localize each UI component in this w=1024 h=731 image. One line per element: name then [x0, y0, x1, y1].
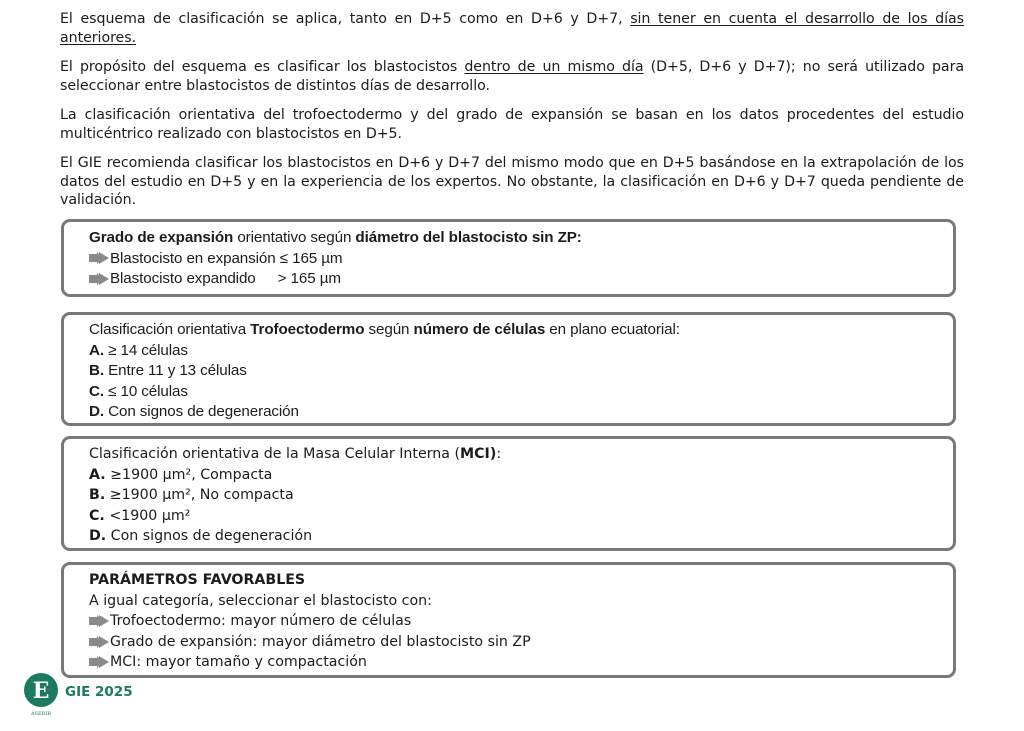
grade-text: Con signos de degeneración	[106, 528, 313, 544]
title-normal: orientativo según	[233, 229, 356, 246]
grade-letter: B.	[89, 487, 106, 503]
title-normal: Clasificación orientativa de la Masa Celular Interna (	[89, 446, 461, 462]
footer-label: GIE 2025	[65, 684, 133, 700]
asebir-logo	[23, 673, 59, 717]
title-bold: número de células	[413, 321, 546, 338]
icm-grade-item	[89, 506, 953, 527]
underlined-segment: sin tener en cuenta el desarrollo de los días anteriores.	[60, 11, 964, 46]
icm-grade-item	[89, 526, 953, 547]
favorable-box-intro: A igual categoría, seleccionar el blastocisto con:	[89, 592, 432, 609]
grade-text: ≥1900 µm², No compacta	[105, 487, 294, 503]
expansion-grade-box	[61, 219, 956, 297]
favorable-box-title	[89, 570, 953, 591]
grade-text: Entre 11 y 13 células	[104, 362, 247, 379]
title-bold: diámetro del blastocisto sin ZP:	[355, 229, 582, 246]
icm-box	[61, 436, 956, 551]
grade-text: ≤ 10 células	[104, 382, 188, 400]
logo-letter: E	[32, 678, 50, 704]
favorable-item-text: MCI: mayor tamaño y compactación	[110, 654, 367, 670]
grade-letter: D.	[89, 403, 104, 420]
trophectoderm-grade-item	[89, 382, 953, 403]
grade-letter: C.	[89, 507, 105, 524]
grade-letter: C.	[89, 382, 104, 400]
logo-caption: ASEBIR	[30, 711, 52, 717]
paragraph-data-basis	[60, 106, 964, 144]
favorable-item	[87, 632, 953, 653]
title-bold: MCI)	[460, 446, 497, 462]
trophectoderm-grade-item	[89, 361, 953, 382]
title-normal: en plano ecuatorial:	[545, 321, 680, 338]
title-bold: Trofoectodermo	[250, 321, 365, 338]
expansion-item-label: Blastocisto en expansión	[110, 249, 276, 267]
title-normal: Clasificación orientativa	[89, 321, 251, 338]
text-segment: El GIE recomienda clasificar los blastocistos en D+6 y D+7 del mismo modo que en D+5 basándose en la extrapolación de los datos del estudio en D+5 y en la experiencia de los expertos. No obstante, la clasificación en D+6 y D+7 queda pendiente de validación.	[60, 155, 964, 208]
double-arrow-icon	[89, 656, 110, 668]
favorable-item-text: Trofoectodermo: mayor número de células	[110, 613, 412, 629]
title-bold: Grado de expansión	[89, 229, 234, 246]
trophectoderm-grade-item	[89, 341, 953, 362]
expansion-item-value: ≤ 165 µm	[279, 249, 343, 267]
double-arrow-icon	[89, 273, 110, 285]
favorable-parameters-box	[61, 562, 956, 678]
trophectoderm-box-title	[89, 320, 953, 341]
expansion-item-value: > 165 µm	[277, 270, 341, 287]
text-segment: El propósito del esquema es clasificar los blastocistos	[60, 59, 465, 75]
title-bold: PARÁMETROS FAVORABLES	[89, 572, 306, 588]
favorable-item	[87, 611, 953, 632]
intro-text	[60, 10, 964, 220]
paragraph-gie-recommendation	[60, 154, 964, 210]
title-normal: según	[364, 321, 414, 338]
double-arrow-icon	[89, 252, 110, 264]
paragraph-scheme-applies	[60, 10, 964, 48]
expansion-item	[87, 269, 953, 290]
text-segment: La clasificación orientativa del trofoectodermo y del grado de expansión se basan en los datos procedentes del estudio multicéntrico realizado con blastocistos en D+5.	[60, 107, 964, 142]
icm-grade-item	[89, 465, 953, 486]
grade-text: <1900 µm²	[104, 507, 191, 524]
expansion-box-title	[89, 228, 953, 249]
expansion-item	[87, 249, 953, 270]
text-segment: El esquema de clasificación se aplica, tanto en D+5 como en D+6 y D+7,	[60, 11, 631, 27]
expansion-item-label: Blastocisto expandido	[110, 270, 256, 287]
paragraph-scheme-purpose	[60, 58, 964, 96]
trophectoderm-box	[61, 312, 956, 426]
icm-box-title	[89, 444, 953, 465]
double-arrow-icon	[89, 615, 110, 627]
grade-letter: D.	[89, 528, 107, 544]
icm-grade-item	[89, 485, 953, 506]
grade-text: Con signos de degeneración	[104, 403, 299, 420]
underlined-segment: dentro de un mismo día	[464, 59, 644, 75]
title-normal: :	[496, 446, 502, 462]
double-arrow-icon	[89, 636, 110, 648]
trophectoderm-grade-item	[89, 402, 953, 423]
grade-text: ≥1900 µm², Compacta	[105, 466, 273, 483]
favorable-item-text: Grado de expansión: mayor diámetro del blastocisto sin ZP	[110, 633, 531, 650]
grade-letter: A.	[89, 466, 106, 483]
grade-text: ≥ 14 células	[104, 341, 188, 359]
favorable-item	[87, 652, 953, 673]
grade-letter: B.	[89, 362, 104, 379]
text-segment: (D+5, D+6 y D+7); no será utilizado para seleccionar entre blastocistos de distintos días de desarrollo.	[60, 59, 965, 94]
grade-letter: A.	[89, 341, 104, 359]
